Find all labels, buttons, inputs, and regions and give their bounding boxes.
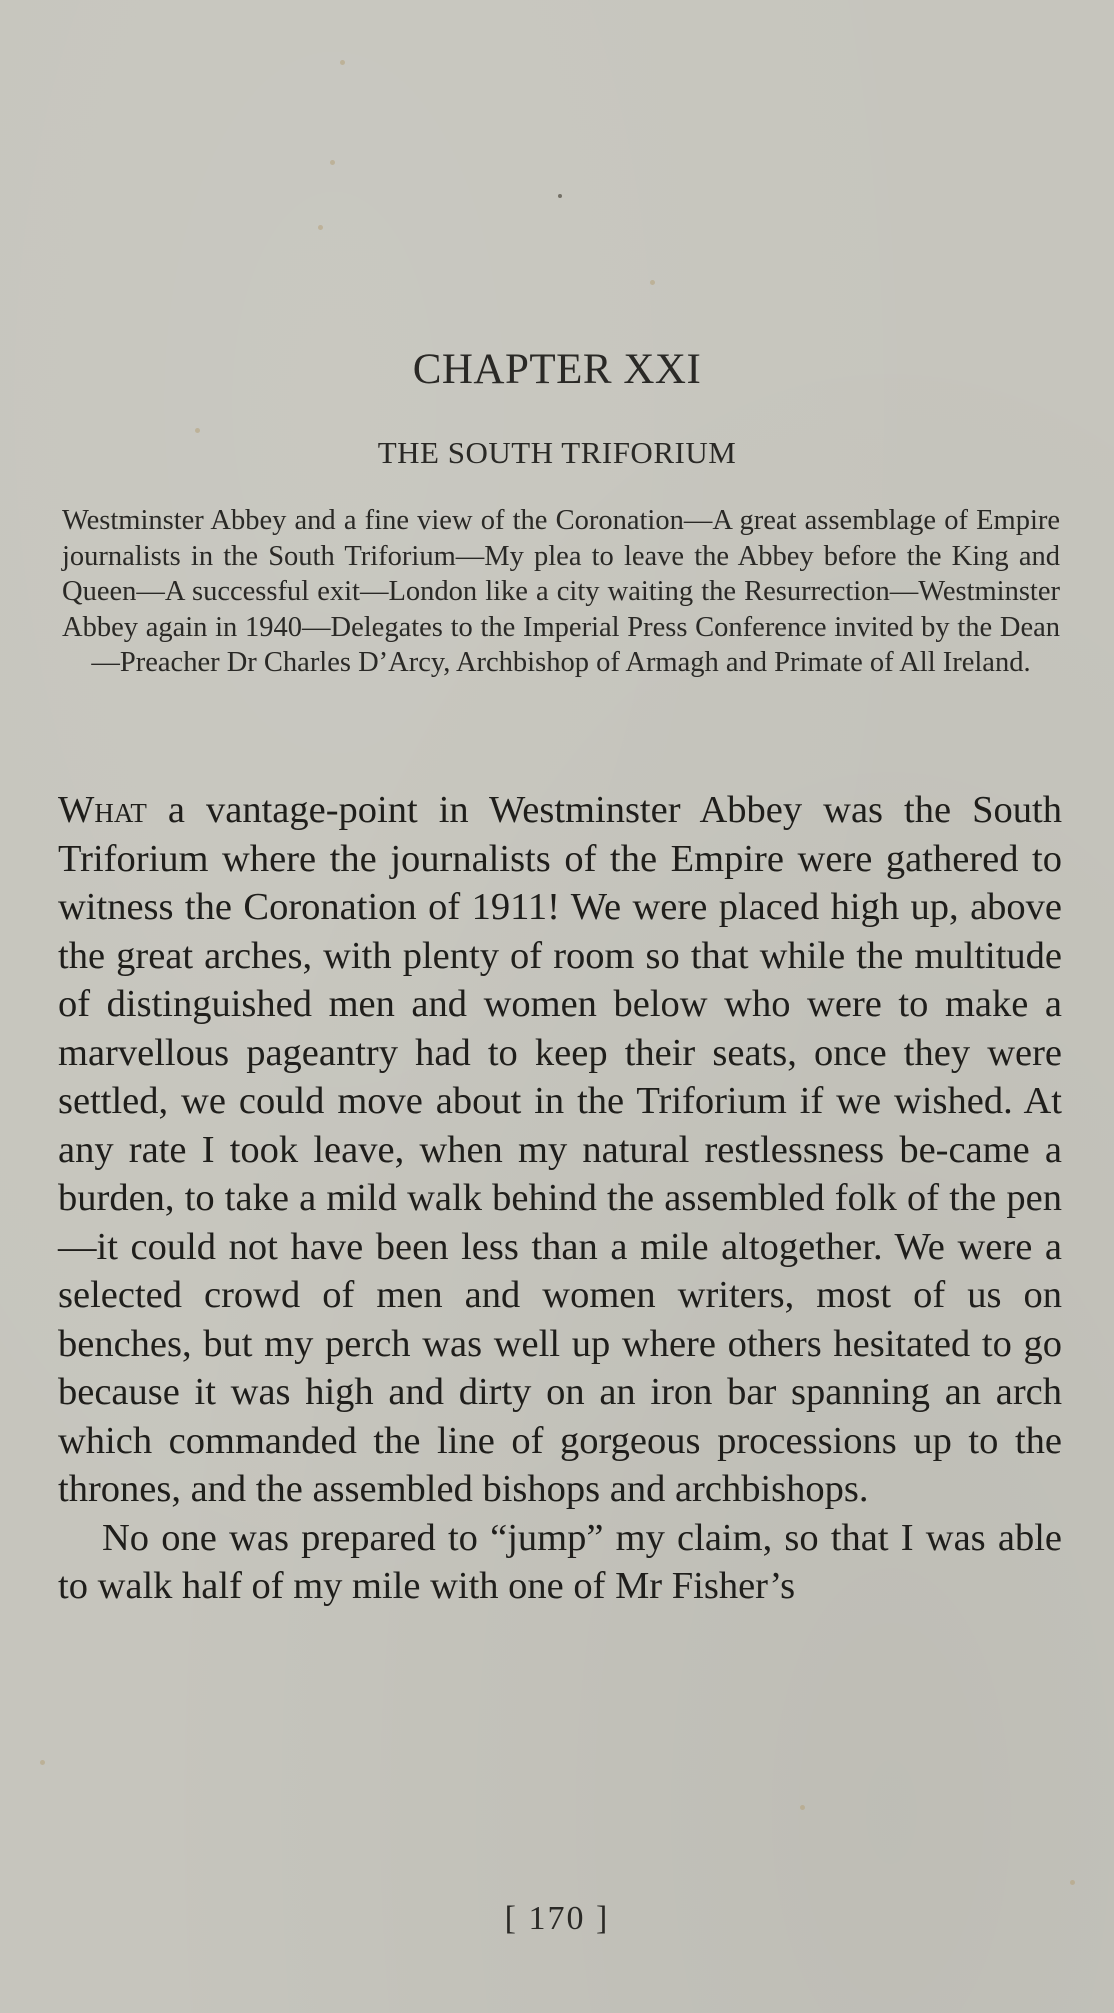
- chapter-subtitle: THE SOUTH TRIFORIUM: [377, 435, 737, 470]
- paper-speck: [40, 1760, 45, 1765]
- paper-speck: [650, 280, 655, 285]
- chapter-synopsis: Westminster Abbey and a fine view of the Coronation—A great assemblage of Empire journalists in the South Triforium—My plea to leave the Abbey before the King and Queen—A successful exit—London like a city waiting the Resurrection—Westminster Abbey again in 1940—Delegates to the Imperial Press Conference invited by the Dean—Preacher Dr Charles D’Arcy, Archbishop of Armagh and Primate of All Ireland.: [62, 505, 1060, 678]
- opening-word: What: [58, 789, 147, 831]
- paper-speck: [340, 60, 345, 65]
- paragraph: No one was prepared to “jump” my claim, so that I was able to walk half of my mile with one of Mr Fisher’s: [58, 1516, 1062, 1607]
- paper-speck: [195, 428, 200, 433]
- paper-speck: [800, 1805, 805, 1810]
- paragraph-text: a vantage-point in Westminster Abbey was the South Triforium where the journalists of the Empire were gathered to witness the Coronation of 1911! We were placed high up, above the great arches, with plenty of room so that while the multitude of distinguished men and women below who were to make a marvellous pageantry had to keep their seats, once they were settled, we could move about in the Triforium if we wished. At any rate I took leave, when my natural restlessness be-came a burden, to take a mild walk behind the assembled folk of the pen—it could not have been less than a mile altogether. We were a selected crowd of men and women writers, most of us on benches, but my perch was well up where others hesitated to go because it was high and dirty on an iron bar spanning an arch which commanded the line of gorgeous processions up to the thrones, and the assembled bishops and archbishops.: [58, 789, 1062, 1510]
- paper-speck: [318, 225, 323, 230]
- paragraph: [58, 786, 1062, 1514]
- paper-speck: [558, 194, 562, 198]
- chapter-title: CHAPTER XXI: [412, 346, 702, 393]
- body-text: [58, 786, 1062, 1611]
- paper-speck: [1070, 1880, 1075, 1885]
- paper-speck: [330, 160, 335, 165]
- page-number: [ 170 ]: [504, 1900, 610, 1937]
